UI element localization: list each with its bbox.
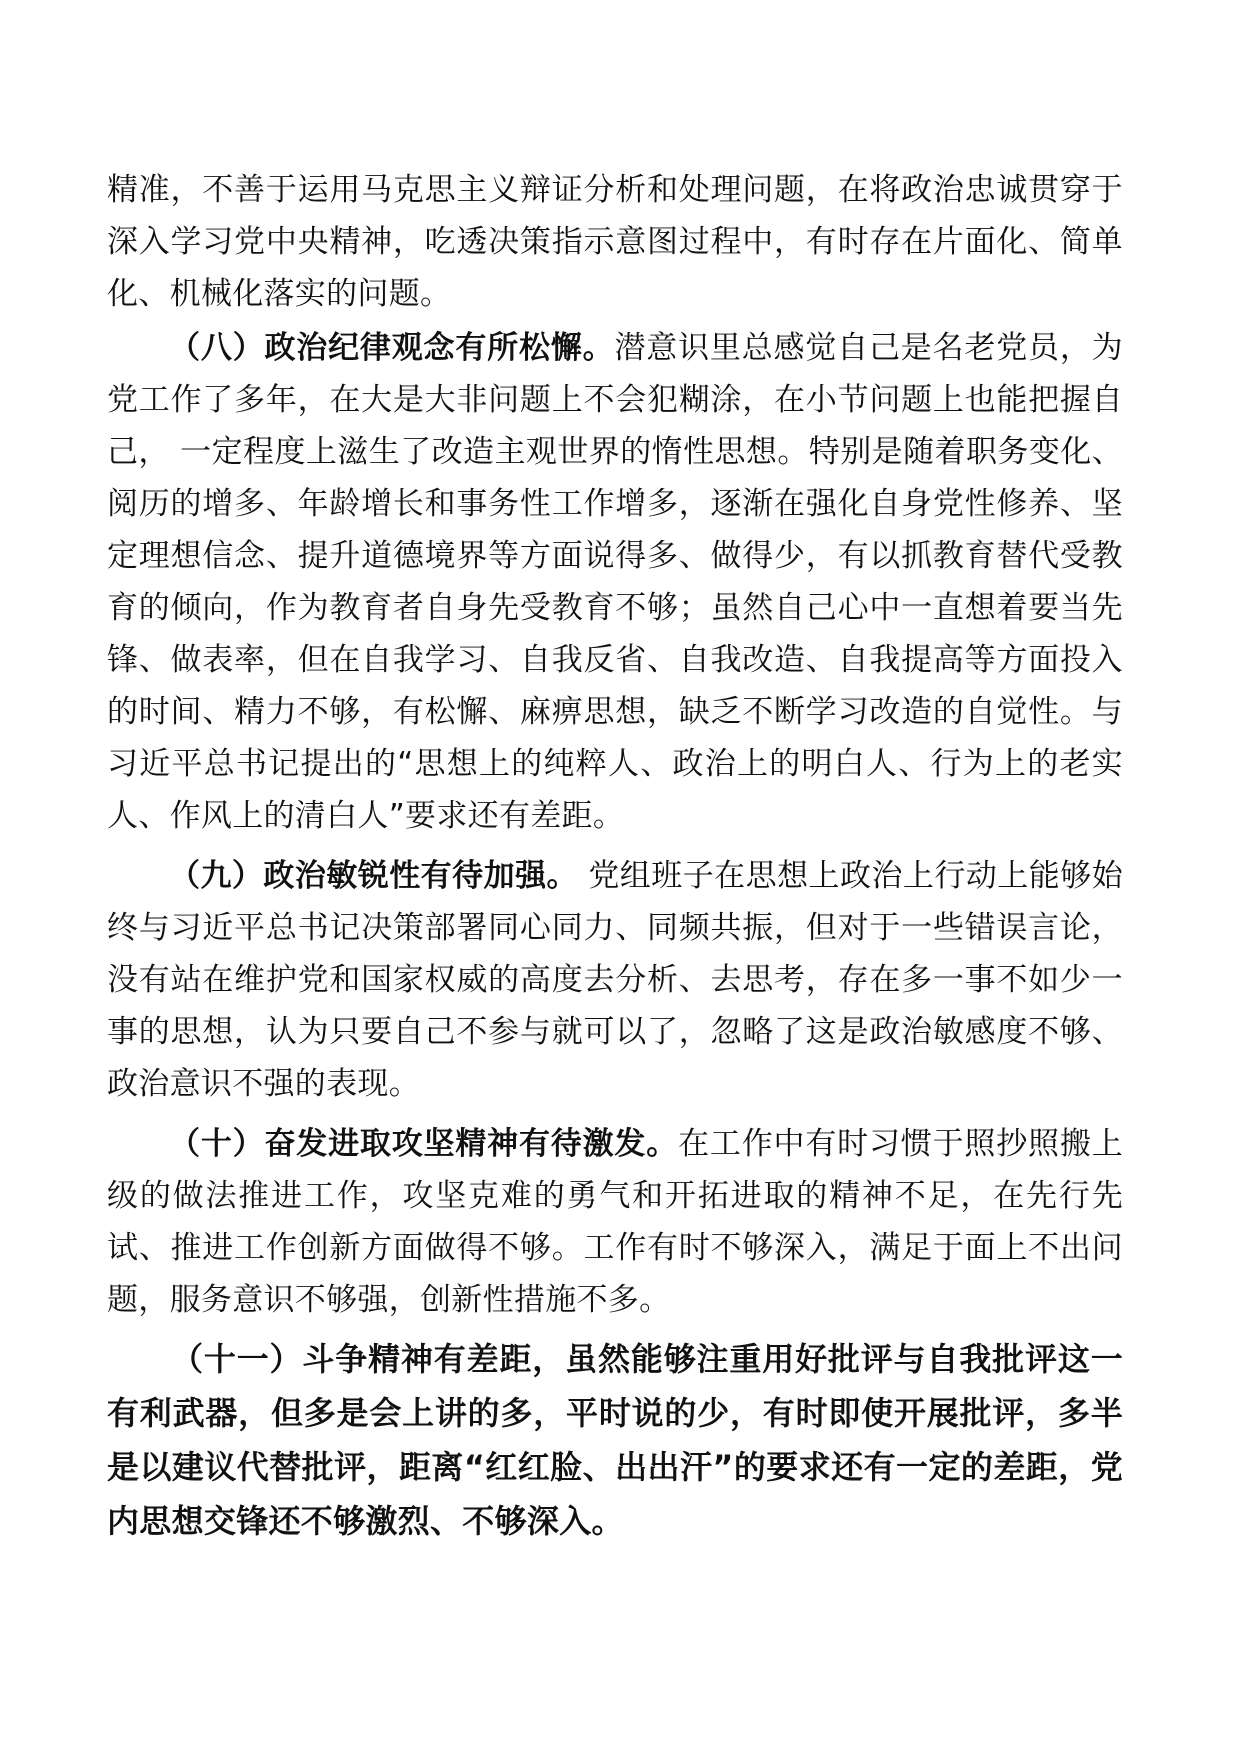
paragraph-item-8 xyxy=(107,322,1123,842)
paragraph-item-10 xyxy=(107,1118,1123,1326)
paragraph-item-11 xyxy=(107,1332,1123,1548)
paragraph-heading: （九）政治敏锐性有待加强。 xyxy=(169,858,578,894)
paragraph-body: 潜意识里总感觉自己是名老党员，为党工作了多年，在大是大非问题上不会犯糊涂，在小节问题上也能把握自己， 一定程度上滋生了改造主观世界的惰性思想。特别是随着职务变化、阅历的增多、年龄增长和事务性工作增多，逐渐在强化自身党性修养、坚定理想信念、提升道德境界等方面说得多、做得少，有以抓教育替代受教育的倾向，作为教育者自身先受教育不够；虽然自己心中一直想着要当先锋、做表率，但在自我学习、自我反省、自我改造、自我提高等方面投入的时间、精力不够，有松懈、麻痹思想，缺乏不断学习改造的自觉性。与习近平总书记提出的“思想上的纯粹人、政治上的明白人、行为上的老实人、作风上的清白人”要求还有差距。 xyxy=(107,330,1123,834)
paragraph-continuation xyxy=(107,164,1123,320)
paragraph-body: 党组班子在思想上政治上行动上能够始终与习近平总书记决策部署同心同力、同频共振，但对于一些错误言论，没有站在维护党和国家权威的高度去分析、去思考，存在多一事不如少一事的思想，认为只要自己不参与就可以了，忽略了这是政治敏感度不够、政治意识不强的表现。 xyxy=(107,858,1123,1102)
document-body xyxy=(107,164,1123,1548)
paragraph-item-9 xyxy=(107,850,1123,1110)
paragraph-body: 精准，不善于运用马克思主义辩证分析和处理问题，在将政治忠诚贯穿于深入学习党中央精神，吃透决策指示意图过程中，有时存在片面化、简单化、机械化落实的问题。 xyxy=(107,172,1123,312)
paragraph-heading: （十）奋发进取攻坚精神有待激发。 xyxy=(169,1126,679,1162)
paragraph-body: 在工作中有时习惯于照抄照搬上级的做法推进工作，攻坚克难的勇气和开拓进取的精神不足，在先行先试、推进工作创新方面做得不够。工作有时不够深入，满足于面上不出问题，服务意识不够强，创新性措施不多。 xyxy=(107,1126,1123,1318)
paragraph-heading: （八）政治纪律观念有所松懈。 xyxy=(169,330,615,366)
paragraph-body-bold: （十一）斗争精神有差距，虽然能够注重用好批评与自我批评这一有利武器，但多是会上讲的多，平时说的少，有时即使开展批评，多半是以建议代替批评，距离“红红脸、出出汗”的要求还有一定的差距，党内思想交锋还不够激烈、不够深入。 xyxy=(107,1340,1123,1540)
